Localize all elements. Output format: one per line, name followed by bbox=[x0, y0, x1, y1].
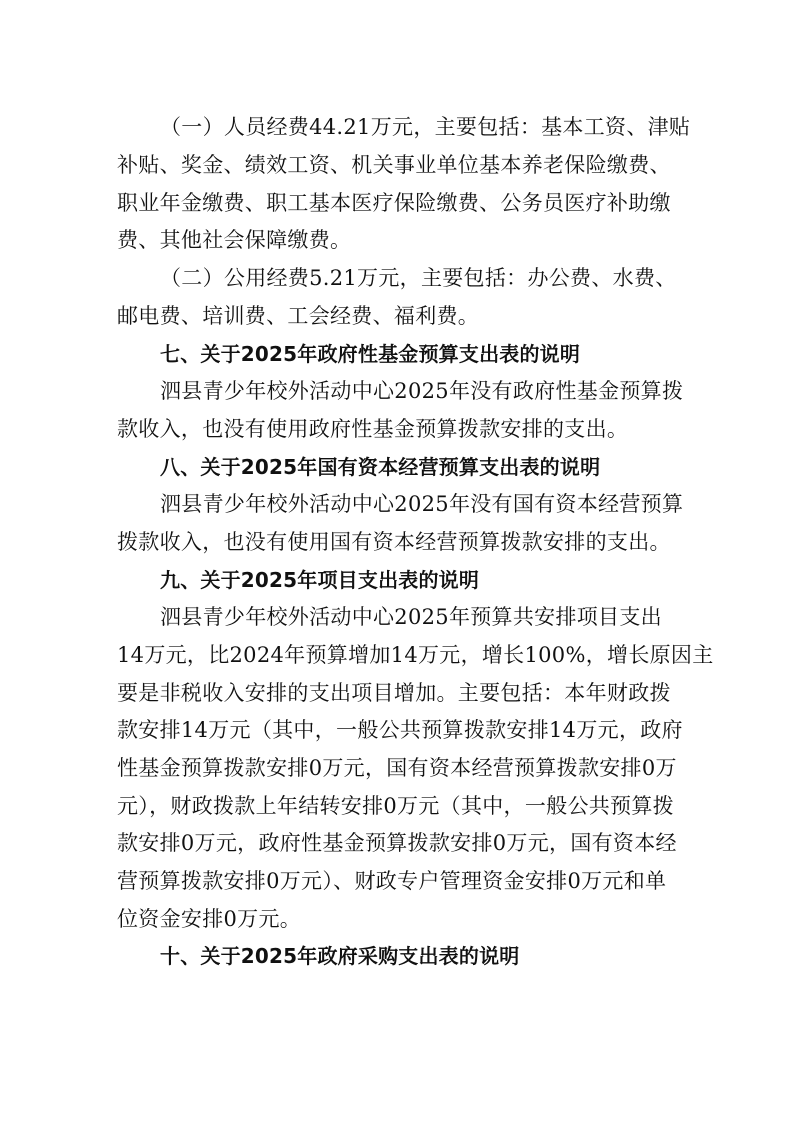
personnel-expense-paragraph-line-2: 补贴、奖金、绩效工资、机关事业单位基本养老保险缴费、 bbox=[117, 153, 671, 177]
section-7-heading: 七、关于2025年政府性基金预算支出表的说明 bbox=[160, 342, 581, 366]
section-7-paragraph-line-1: 泗县青少年校外活动中心2025年没有政府性基金预算拨 bbox=[160, 379, 684, 403]
section-9-paragraph-line-5: 性基金预算拨款安排0万元，国有资本经营预算拨款安排0万 bbox=[117, 756, 677, 780]
section-8-heading: 八、关于2025年国有资本经营预算支出表的说明 bbox=[160, 455, 601, 479]
public-expense-paragraph-line-2: 邮电费、培训费、工会经费、福利费。 bbox=[117, 304, 480, 328]
section-8-paragraph-line-2: 拨款收入，也没有使用国有资本经营预算拨款安排的支出。 bbox=[117, 530, 671, 554]
personnel-expense-paragraph-line-4: 费、其他社会保障缴费。 bbox=[117, 228, 352, 252]
personnel-expense-paragraph-line-1: （一）人员经费44.21万元，主要包括：基本工资、津贴 bbox=[160, 115, 691, 139]
section-8-paragraph-line-1: 泗县青少年校外活动中心2025年没有国有资本经营预算 bbox=[160, 492, 684, 516]
section-9-paragraph-line-1: 泗县青少年校外活动中心2025年预算共安排项目支出 bbox=[160, 605, 662, 629]
section-9-paragraph-line-2: 14万元，比2024年预算增加14万元，增长100%，增长原因主 bbox=[117, 643, 714, 667]
section-7-paragraph-line-2: 款收入，也没有使用政府性基金预算拨款安排的支出。 bbox=[117, 417, 629, 441]
section-9-paragraph-line-4: 款安排14万元（其中，一般公共预算拨款安排14万元，政府 bbox=[117, 718, 683, 742]
section-9-paragraph-line-8: 营预算拨款安排0万元）、财政专户管理资金安排0万元和单 bbox=[117, 869, 667, 893]
personnel-expense-paragraph-line-3: 职业年金缴费、职工基本医疗保险缴费、公务员医疗补助缴 bbox=[117, 191, 671, 215]
section-9-heading: 九、关于2025年项目支出表的说明 bbox=[160, 568, 480, 592]
section-9-paragraph-line-9: 位资金安排0万元。 bbox=[117, 907, 302, 931]
section-9-paragraph-line-6: 元），财政拨款上年结转安排0万元（其中，一般公共预算拨 bbox=[117, 794, 674, 818]
public-expense-paragraph-line-1: （二）公用经费5.21万元，主要包括：办公费、水费、 bbox=[160, 266, 677, 290]
section-9-paragraph-line-7: 款安排0万元，政府性基金预算拨款安排0万元，国有资本经 bbox=[117, 831, 677, 855]
section-9-paragraph-line-3: 要是非税收入安排的支出项目增加。主要包括：本年财政拨 bbox=[117, 681, 671, 705]
section-10-heading: 十、关于2025年政府采购支出表的说明 bbox=[160, 944, 520, 968]
